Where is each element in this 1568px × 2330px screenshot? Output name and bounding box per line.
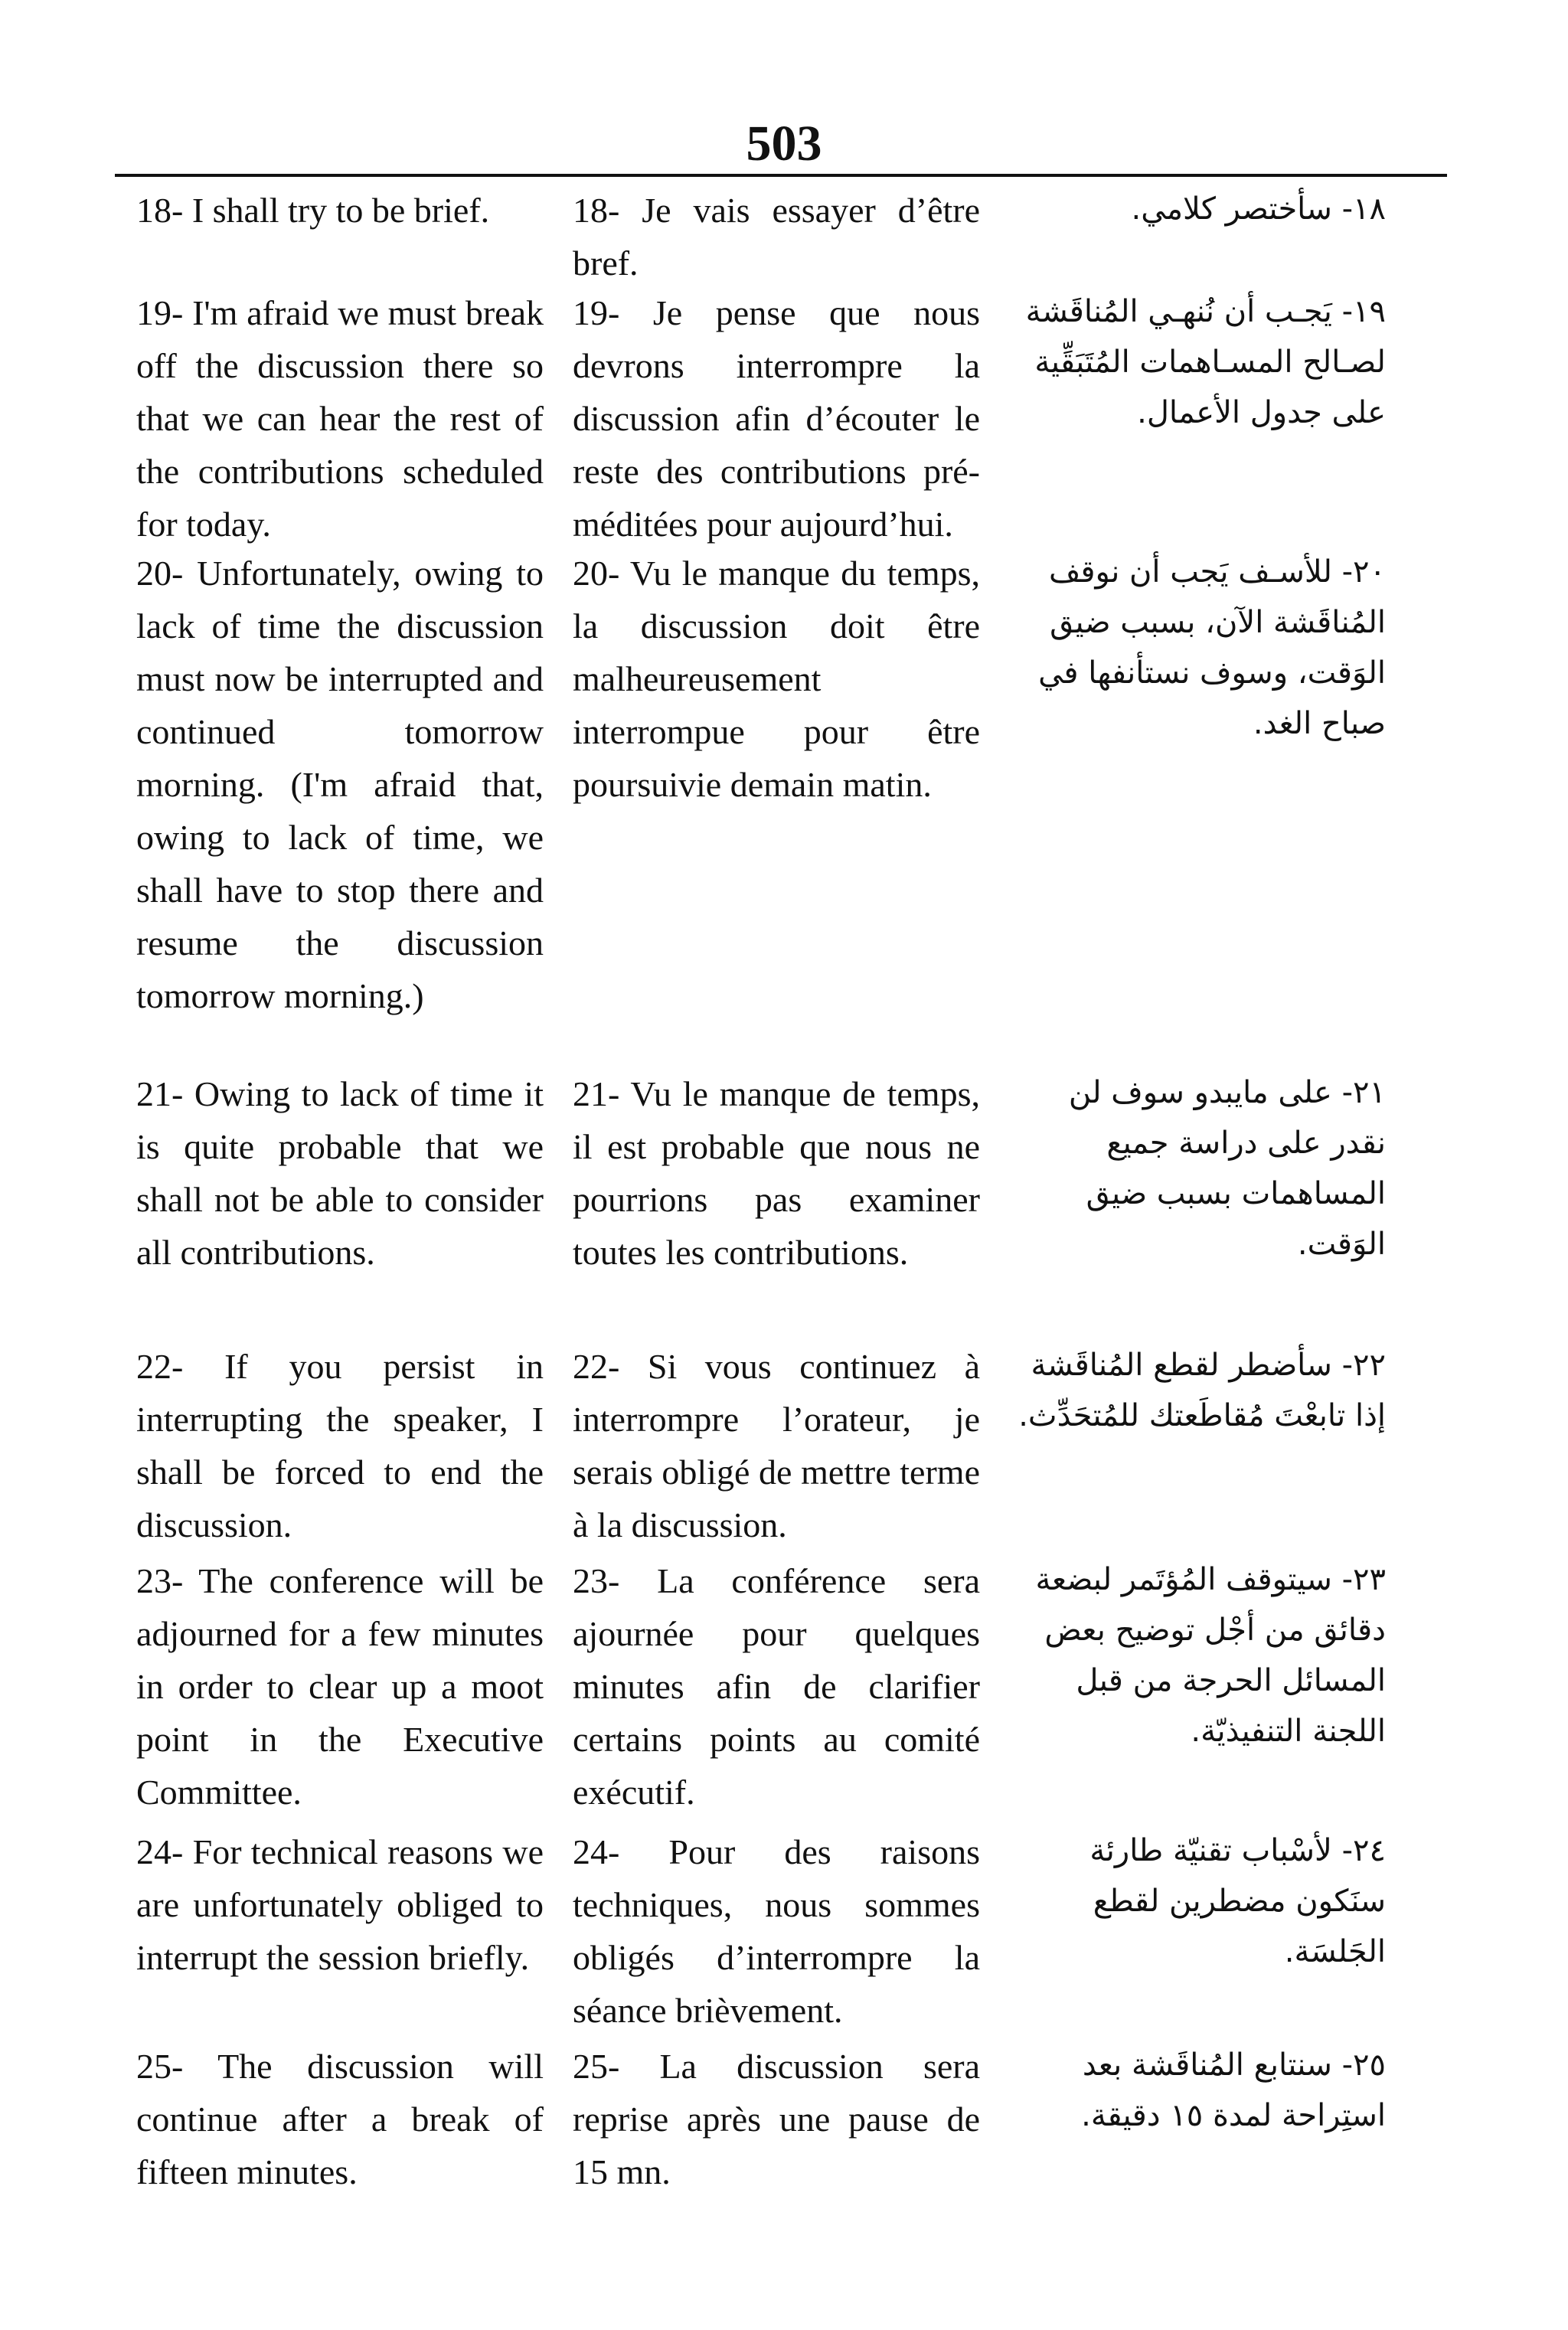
arabic-phrase: ٢٢- سأضطر لقطع المُناقَشة إذا تابعْتَ مُقاطَعتك للمُتحَدِّث. <box>1018 1348 1386 1433</box>
english-phrase: 18- I shall try to be brief. <box>136 191 490 230</box>
arabic-phrase: ٢٤- لأسْباب تقنيّة طارئة سنَكون مضطرين لقطع الجَلسَة. <box>1089 1833 1386 1969</box>
french-phrase: 19- Je pense que nous devrons interrompre la discussion afin d’écouter le reste des contributions pré-méditées pour aujourd’hui. <box>573 293 980 544</box>
arabic-phrase: ١٨- سأختصر كلامي. <box>1131 191 1386 227</box>
arabic-phrase: ٢٠- للأسـف يَجب أن نوقف المُناقَشة الآن، بسبب ضيق الوَقت، وسوف نستأنفها في صباح الغد. <box>1038 554 1386 741</box>
english-phrase: 21- Owing to lack of time it is quite probable that we shall not be able to consider all contributions. <box>136 1074 544 1272</box>
french-phrase: 23- La conférence sera ajournée pour quelques minutes afin de clarifier certains points au comité exécutif. <box>573 1561 980 1812</box>
arabic-phrase: ١٩- يَجـب أن نُنهـي المُناقَشة لصـالح المسـاهمات المُتَبَقِّية على جدول الأعمال. <box>1025 294 1386 430</box>
header-rule <box>115 174 1447 177</box>
english-phrase: 20- Unfortunately, owing to lack of time the discussion must now be interrupted and continued tomorrow morning. (I'm afraid that, owing to lack of time, we shall have to stop there and resume the discussion tomorrow morning.) <box>136 554 544 1015</box>
page-number: 503 <box>746 116 822 172</box>
french-phrase: 20- Vu le manque du temps, la discussion doit être malheureusement interrompue pour être poursuivie demain matin. <box>573 554 980 804</box>
french-phrase: 18- Je vais essayer d’être bref. <box>573 191 980 283</box>
arabic-phrase: ٢٥- سنتابع المُناقَشة بعد استِراحة لمدة ١٥ دقيقة. <box>1081 2047 1386 2133</box>
english-phrase: 24- For technical reasons we are unfortunately obliged to interrupt the session briefly. <box>136 1832 544 1977</box>
english-phrase: 23- The conference will be adjourned for a few minutes in order to clear up a moot point in the Executive Committee. <box>136 1561 544 1812</box>
arabic-phrase: ٢٣- سيتوقف المُؤتَمر لبضعة دقائق من أجْل توضيح بعض المسائل الحرجة من قبل اللجنة التنفيذيّة. <box>1035 1562 1386 1749</box>
french-phrase: 22- Si vous continuez à interrompre l’orateur, je serais obligé de mettre terme à la discussion. <box>573 1347 980 1544</box>
english-phrase: 25- The discussion will continue after a break of fifteen minutes. <box>136 2047 544 2191</box>
english-phrase: 19- I'm afraid we must break off the discussion there so that we can hear the rest of the contributions scheduled for today. <box>136 293 544 544</box>
english-phrase: 22- If you persist in interrupting the speaker, I shall be forced to end the discussion. <box>136 1347 544 1544</box>
french-phrase: 21- Vu le manque de temps, il est probable que nous ne pourrions pas examiner toutes les contributions. <box>573 1074 980 1272</box>
french-phrase: 24- Pour des raisons techniques, nous sommes obligés d’interrompre la séance brièvement. <box>573 1832 980 2030</box>
french-phrase: 25- La discussion sera reprise après une pause de 15 mn. <box>573 2047 980 2191</box>
arabic-phrase: ٢١- على مايبدو سوف لن نقدر على دراسة جميع المساهمات بسبب ضيق الوَقت. <box>1068 1075 1386 1262</box>
